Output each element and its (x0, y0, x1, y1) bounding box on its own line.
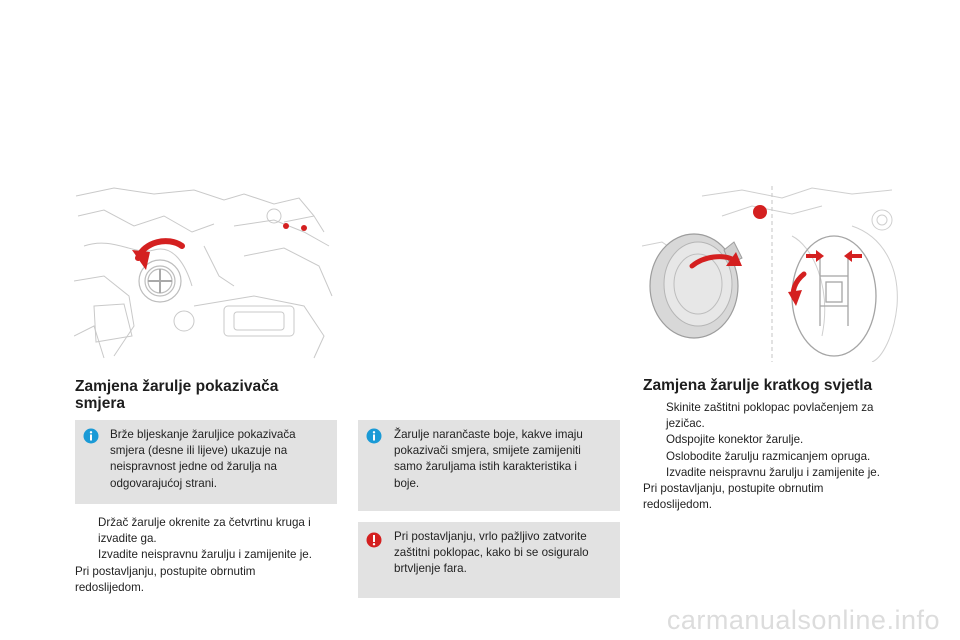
step-line: izvadite ga. (98, 532, 157, 546)
info-line: samo žaruljama istih karakteristika i (394, 460, 577, 474)
turn-signal-steps (75, 515, 337, 596)
info-line: neispravnost jedne od žarulja na (110, 460, 277, 474)
step-item (75, 515, 337, 547)
low-beam-bulb-illustration (642, 186, 904, 362)
turn-signal-bulb-illustration (74, 186, 336, 362)
step-line: Držač žarulje okrenite za četvrtinu kruga i (98, 516, 311, 529)
step-line: jezičac. (666, 417, 705, 431)
step-item (643, 432, 905, 448)
note-line: Pri postavljanju, postupite obrnutim (643, 482, 824, 496)
step-line: Oslobodite žarulju razmicanjem opruga. (666, 449, 871, 463)
warning-text (394, 529, 616, 578)
info-line: Žarulje narančaste boje, kakve imaju (394, 428, 583, 441)
warning-icon (366, 532, 382, 548)
step-item (643, 449, 905, 465)
info-line: boje. (394, 476, 420, 490)
reassembly-note (643, 481, 905, 513)
warning-line: Pri postavljanju, vrlo pažljivo zatvorite (394, 530, 587, 543)
step-item (643, 400, 905, 432)
info-line: odgovarajućoj strani. (110, 476, 217, 490)
info-text (394, 427, 616, 492)
step-item (75, 547, 337, 563)
site-watermark: carmanualsonline.info (666, 605, 940, 635)
step-line: Skinite zaštitni poklopac povlačenjem za (666, 401, 874, 414)
reassembly-note (75, 564, 337, 596)
bulb-color-info-box (358, 420, 620, 511)
low-beam-section-title: Zamjena žarulje kratkog svjetla (643, 377, 873, 394)
title-line-1: Zamjena žarulje pokazivača (75, 378, 279, 395)
info-line: smjera (desne ili lijeve) ukazuje na (110, 444, 288, 458)
low-beam-steps (643, 400, 905, 513)
info-text (110, 427, 332, 492)
sealing-warning-box (358, 522, 620, 598)
info-line: Brže bljeskanje žaruljice pokazivača (110, 428, 296, 441)
step-line: Odspojite konektor žarulje. (666, 433, 804, 447)
title-line-2: smjera (75, 395, 125, 412)
info-line: pokazivači smjera, smijete zamijeniti (394, 444, 581, 458)
warning-line: brtvljenje fara. (394, 562, 467, 576)
info-icon (366, 428, 382, 444)
turn-signal-info-box (75, 420, 337, 504)
note-line: redoslijedom. (75, 580, 144, 594)
note-line: redoslijedom. (643, 498, 712, 512)
step-item (643, 465, 905, 481)
warning-line: zaštitni poklopac, kako bi se osiguralo (394, 546, 589, 560)
turn-signal-section-title (75, 378, 337, 412)
note-line: Pri postavljanju, postupite obrnutim (75, 564, 256, 578)
step-line: Izvadite neispravnu žarulju i zamijenite je. (666, 465, 880, 479)
step-line: Izvadite neispravnu žarulju i zamijenite je. (98, 548, 312, 562)
info-icon (83, 428, 99, 444)
